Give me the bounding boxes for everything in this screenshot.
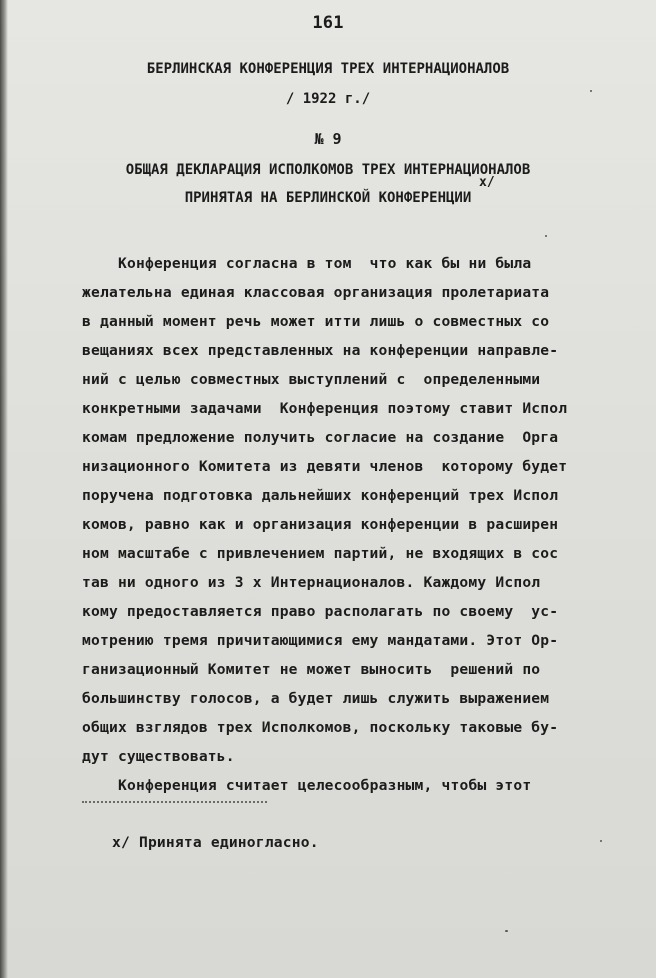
title-footnote-mark: x/ <box>479 175 495 190</box>
footnote: x/ Принята единогласно. <box>112 834 319 851</box>
body-line: поручена подготовка дальнейших конференций трех Испол <box>82 487 559 504</box>
body-line: Конференция считает целесообразным, чтобы этот <box>118 777 532 794</box>
body-line: в данный момент речь может итти лишь о совместных со <box>82 313 550 330</box>
declaration-title-line2: ПРИНЯТАЯ НА БЕРЛИНСКОЙ КОНФЕРЕНЦИИ <box>184 190 472 206</box>
body-line: желательна единая классовая организация пролетариата <box>82 284 550 301</box>
conference-year: / 1922 г./ <box>285 91 371 107</box>
body-line: конкретными задачами Конференция поэтому ставит Испол <box>82 400 568 417</box>
footnote-divider <box>82 801 267 803</box>
body-line: низационного Комитета из девяти членов которому будет <box>82 458 568 475</box>
body-line: ганизационный Комитет не может выносить решений по <box>82 661 541 678</box>
body-line: комов, равно как и организация конференции в расширен <box>82 516 559 533</box>
body-line: мотрению тремя причитающимися ему мандатами. Этот Ор- <box>82 632 559 649</box>
body-line: тав ни одного из 3 х Интернационалов. Каждому Испол <box>82 574 541 591</box>
paper-speck <box>545 235 547 237</box>
body-line: общих взглядов трех Исполкомов, поскольку таковые бу- <box>82 719 559 736</box>
declaration-title-line1: ОБЩАЯ ДЕКЛАРАЦИЯ ИСПОЛКОМОВ ТРЕХ ИНТЕРНАЦИОНАЛОВ <box>125 162 531 178</box>
document-number: № 9 <box>314 130 342 148</box>
body-line: ном масштабе с привлечением партий, не входящих в сос <box>82 545 559 562</box>
paper-speck <box>505 930 508 932</box>
body-line: ний с целью совместных выступлений с определенными <box>82 371 541 388</box>
body-line: кому предоставляется право располагать по своему ус- <box>82 603 559 620</box>
body-line: вещаниях всех представленных на конференции направле- <box>82 342 559 359</box>
body-line: дут существовать. <box>82 748 235 765</box>
paper-speck <box>590 90 592 92</box>
page-number: 161 <box>312 13 344 33</box>
body-line: комам предложение получить согласие на создание Орга <box>82 429 559 446</box>
body-line: Конференция согласна в том что как бы ни была <box>118 255 532 272</box>
conference-heading: БЕРЛИНСКАЯ КОНФЕРЕНЦИЯ ТРЕХ ИНТЕРНАЦИОНАЛОВ <box>146 61 510 77</box>
body-line: большинству голосов, а будет лишь служить выражением <box>82 690 550 707</box>
paper-speck <box>600 840 602 842</box>
